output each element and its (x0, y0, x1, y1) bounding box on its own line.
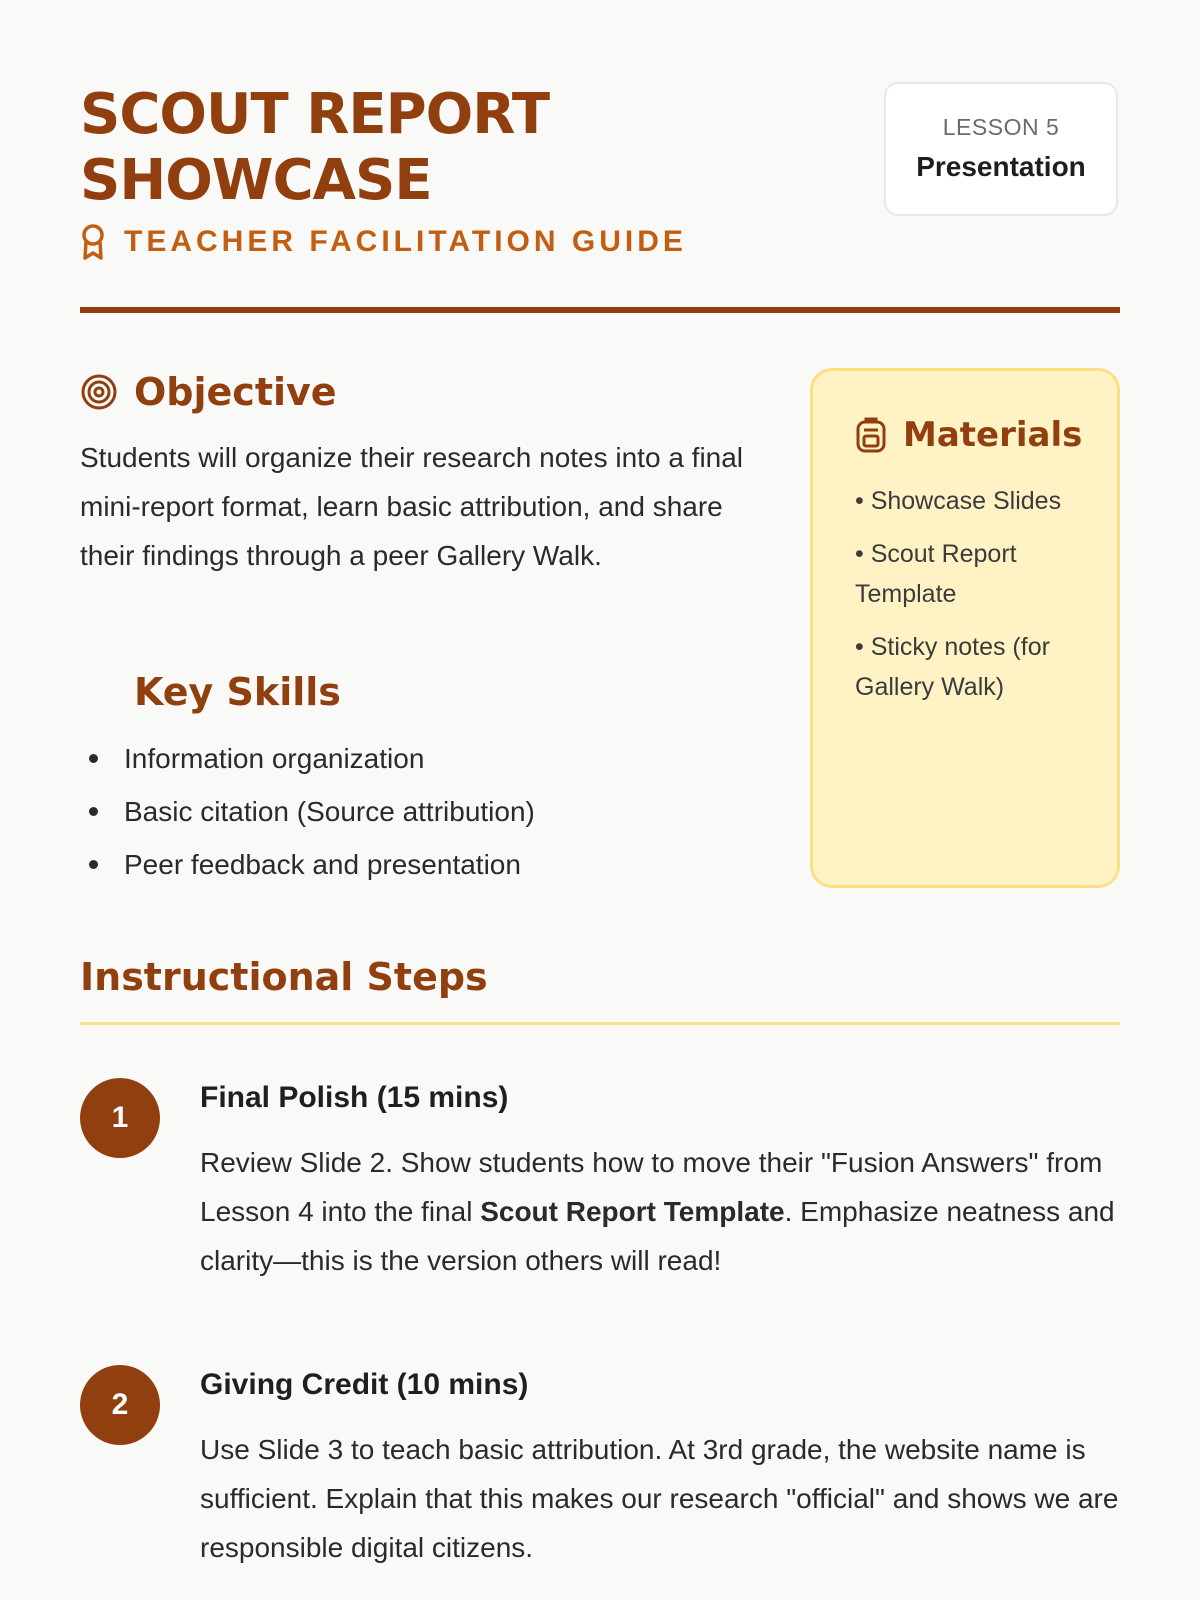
step-title: Giving Credit (10 mins) (200, 1368, 529, 1401)
list-item: • Sticky notes (for Gallery Walk) (855, 633, 1050, 701)
list-item (80, 838, 535, 891)
skill-text: Basic citation (Source attribution) (124, 796, 535, 827)
skill-text: Information organization (124, 743, 425, 774)
list-item (80, 785, 535, 838)
backpack-icon (855, 416, 887, 454)
page-subtitle: TEACHER FACILITATION GUIDE (124, 225, 687, 258)
key-skills-list (80, 732, 535, 891)
objective-heading-text: Objective (134, 370, 337, 414)
header-divider (80, 307, 1120, 313)
materials-heading (855, 415, 1082, 455)
key-skills-heading: Key Skills (134, 670, 341, 714)
materials-list (855, 481, 1095, 720)
step-description (200, 1138, 1120, 1285)
list-item: • Showcase Slides (855, 487, 1062, 515)
subtitle-row (80, 222, 687, 262)
objective-text: Students will organize their research notes into a final mini-report format, learn basic attribution, and share their findings through a peer Gallery Walk. (80, 442, 744, 571)
bullet-icon (89, 807, 98, 816)
list-item: • Scout Report Template (855, 540, 1017, 608)
objective-heading (80, 370, 337, 414)
step-description: Use Slide 3 to teach basic attribution. At 3rd grade, the website name is sufficient. Explain that this makes our research "official" and shows we are responsible digital citizens. (200, 1434, 1119, 1563)
bullet-icon (89, 754, 98, 763)
materials-heading-text: Materials (903, 415, 1083, 455)
materials-card (810, 368, 1120, 888)
lesson-badge (884, 82, 1118, 216)
step-title: Final Polish (15 mins) (200, 1081, 509, 1114)
steps-heading: Instructional Steps (80, 955, 488, 999)
step-number-badge: 1 (80, 1078, 160, 1158)
step-text: Review Slide 2. Show students how to move their "Fusion Answers" from Lesson 4 into the final (200, 1147, 1103, 1227)
target-icon (80, 373, 118, 411)
step-text-bold: Scout Report Template (480, 1196, 785, 1227)
steps-divider (80, 1022, 1120, 1025)
skill-text: Peer feedback and presentation (124, 849, 521, 880)
lesson-number: LESSON 5 (942, 114, 1060, 140)
step-text: . Emphasize neatness and clarity—this is the version others will read! (200, 1196, 1115, 1276)
award-ribbon-icon (80, 223, 106, 261)
page-title: SCOUT REPORT SHOWCASE (80, 82, 550, 213)
list-item (80, 732, 535, 785)
lesson-type: Presentation (916, 151, 1086, 182)
step-number-badge: 2 (80, 1365, 160, 1445)
bullet-icon (89, 860, 98, 869)
